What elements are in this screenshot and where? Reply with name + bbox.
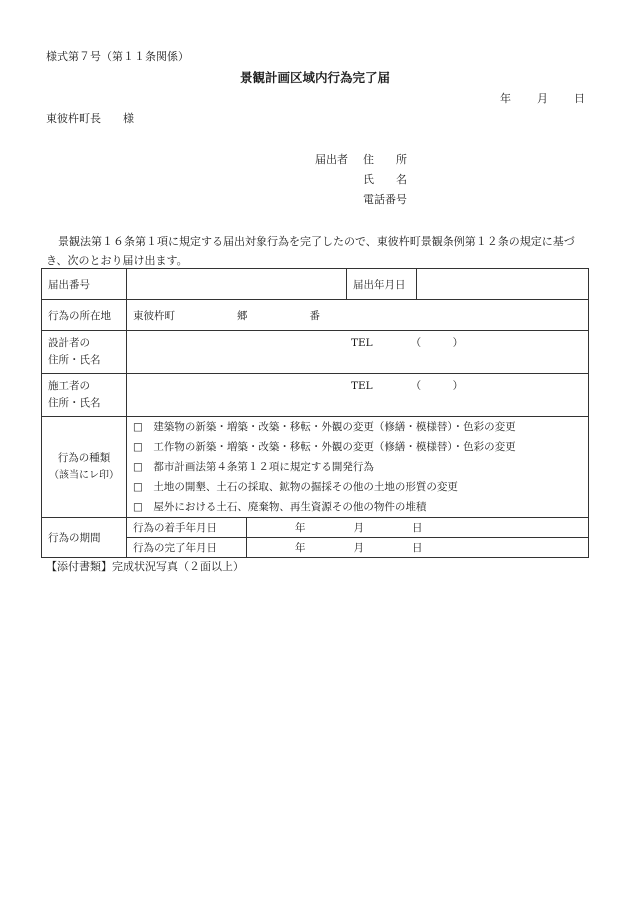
period-label: 行為の期間 [42,518,127,558]
kind-option-building[interactable]: □ 建築物の新築・増築・改築・移転・外観の変更（修繕・模様替）・色彩の変更 [133,421,516,433]
attachments-note: 【添付書類】完成状況写真（２面以上） [46,560,244,573]
date-day: 日 [574,92,585,105]
kind-option-development[interactable]: □ 都市計画法第４条第１２項に規定する開発行為 [133,461,374,473]
start-date-field[interactable] [247,518,589,538]
applicant-block [315,150,407,210]
end-day: 日 [412,542,423,554]
end-date-label: 行為の完了年月日 [127,538,247,558]
location-go: 郷 [237,309,248,322]
kind-option-structure[interactable]: □ 工作物の新築・増築・改築・移転・外観の変更（修繕・模様替）・色彩の変更 [133,441,516,453]
document-title: 景観計画区域内行為完了届 [239,70,390,85]
builder-field[interactable] [127,374,589,417]
location-field[interactable] [127,300,589,331]
applicant-heading: 届出者 [315,153,348,166]
kind-option-land-change[interactable]: □ 土地の開墾、土石の採取、鉱物の掘採その他の土地の形質の変更 [133,481,458,493]
notification-date-field[interactable] [417,269,589,300]
kind-label-main: 行為の種類 [57,452,111,464]
designer-tel-label: TEL [351,337,373,349]
kind-options [127,417,589,518]
start-date-label: 行為の着手年月日 [127,518,247,538]
notification-date-label: 届出年月日 [347,269,417,300]
location-label: 行為の所在地 [42,300,127,331]
kind-label [42,417,127,518]
date-line [500,90,585,106]
builder-label-line2: 住所・氏名 [48,397,101,409]
builder-label [42,374,127,417]
builder-tel-label: TEL [351,380,373,392]
designer-label [42,331,127,374]
date-year: 年 [500,92,511,105]
end-month: 月 [353,542,364,554]
builder-tel-paren: （ ） [410,380,464,392]
end-year: 年 [295,542,306,554]
applicant-name-label: 氏 名 [363,173,407,186]
designer-field[interactable] [127,331,589,374]
builder-label-line1: 施工者の [48,380,90,392]
location-ban: 番 [309,309,320,322]
location-town: 東彼杵町 [133,309,175,322]
applicant-phone-label: 電話番号 [363,193,407,206]
designer-label-line1: 設計者の [48,337,90,349]
start-day: 日 [412,522,423,534]
completion-form-table [41,268,589,558]
notification-number-label: 届出番号 [42,269,127,300]
start-year: 年 [295,522,306,534]
addressee: 東彼杵町長 様 [46,112,134,125]
end-date-field[interactable] [247,538,589,558]
intro-text: 景観法第１６条第１項に規定する届出対象行為を完了したので、東彼杵町景観条例第１２条の規定に基づき、次のとおり届け出ます。 [46,235,575,267]
form-number: 様式第７号（第１１条関係） [46,50,189,63]
start-month: 月 [353,522,364,534]
kind-label-note: （該当にレ印） [49,470,119,481]
applicant-address-label: 住 所 [363,153,407,166]
designer-label-line2: 住所・氏名 [48,354,101,366]
kind-option-storage[interactable]: □ 屋外における土石、廃棄物、再生資源その他の物件の堆積 [133,501,427,513]
notification-number-field[interactable] [127,269,347,300]
date-month: 月 [537,92,548,105]
designer-tel-paren: （ ） [410,337,464,349]
